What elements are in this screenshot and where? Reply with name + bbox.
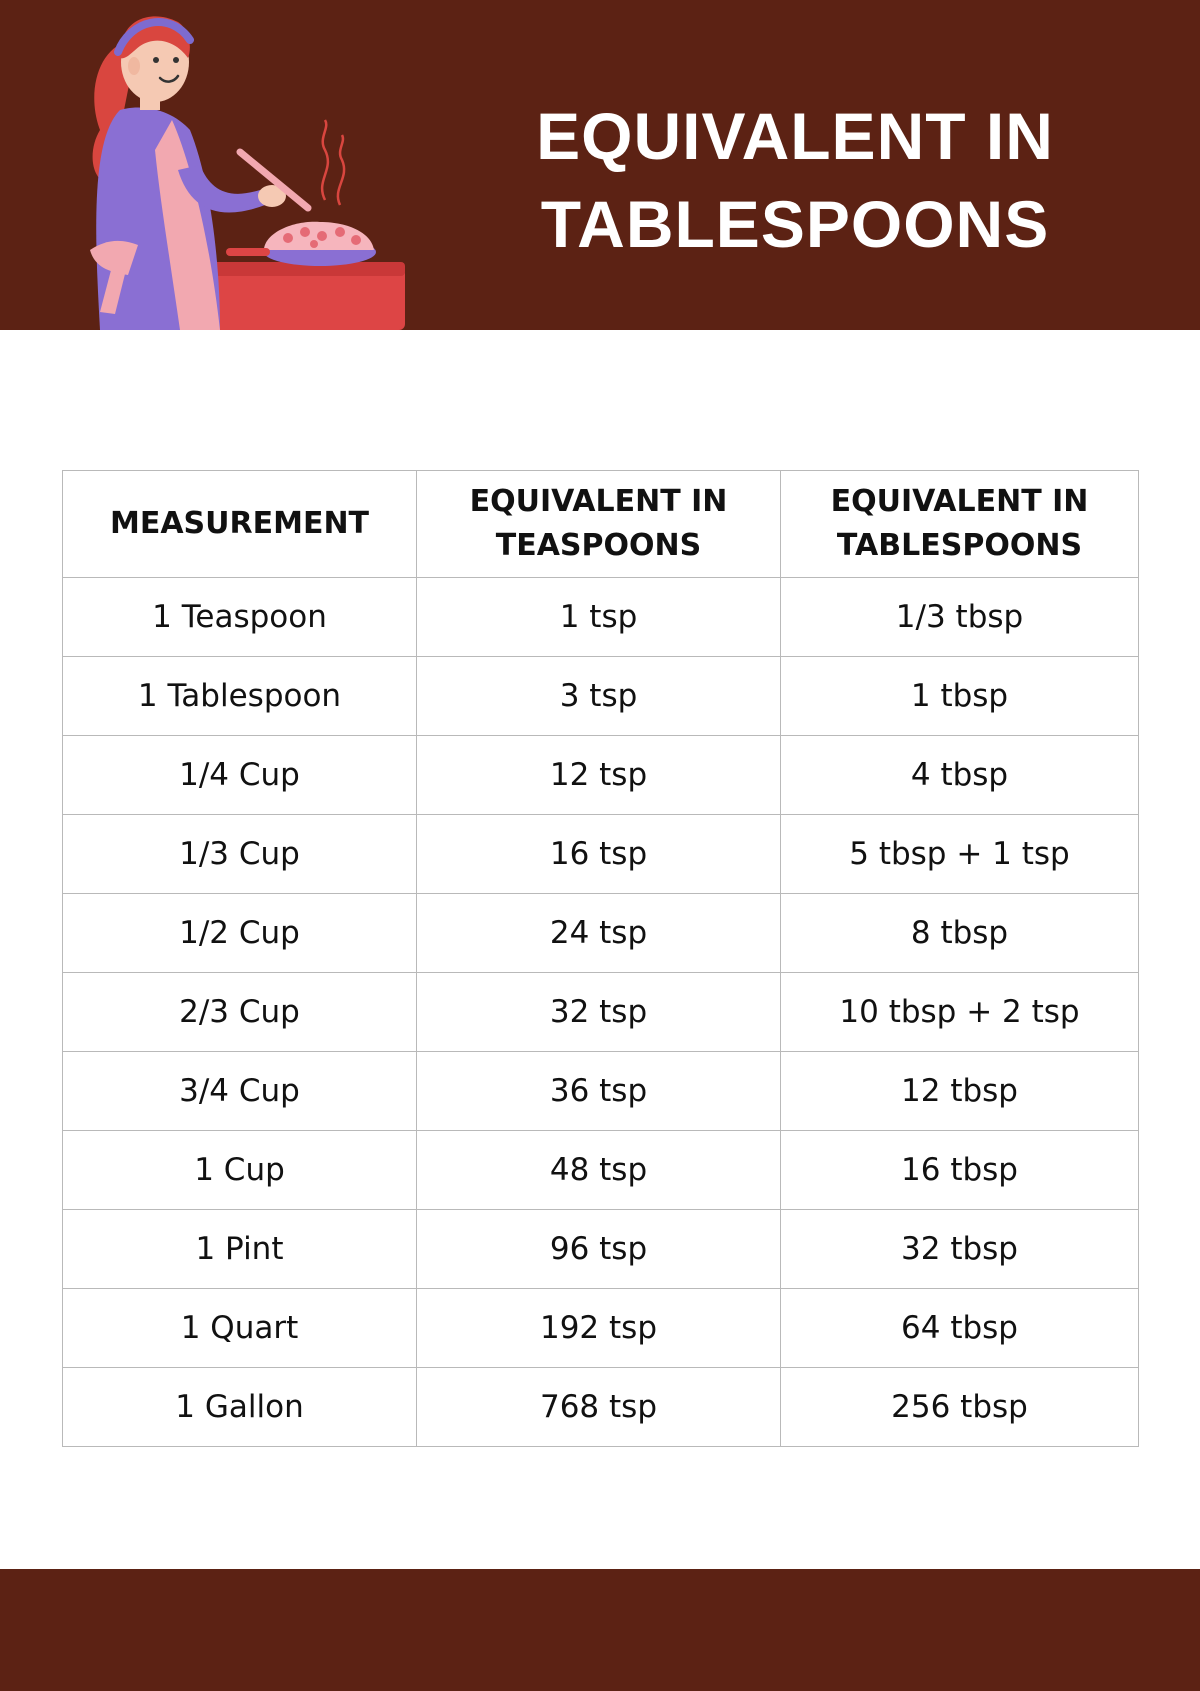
cell-tablespoons: 1 tbsp [781,657,1139,736]
cell-tablespoons: 5 tbsp + 1 tsp [781,815,1139,894]
cell-teaspoons: 48 tsp [417,1131,781,1210]
cell-tablespoons: 1/3 tbsp [781,578,1139,657]
cell-teaspoons: 12 tsp [417,736,781,815]
header-tablespoons-line-1: EQUIVALENT IN [830,484,1089,519]
table-row [63,1131,1139,1210]
cell-measurement: 1 Gallon [63,1368,417,1447]
table-row [63,578,1139,657]
cell-teaspoons: 768 tsp [417,1368,781,1447]
table-row [63,973,1139,1052]
title-line-2: TABLESPOONS [540,187,1050,261]
cell-teaspoons: 3 tsp [417,657,781,736]
header-tablespoons [781,471,1139,578]
cell-tablespoons: 8 tbsp [781,894,1139,973]
table-row [63,1289,1139,1368]
cell-teaspoons: 36 tsp [417,1052,781,1131]
cell-measurement: 1/2 Cup [63,894,417,973]
table-row [63,736,1139,815]
cell-tablespoons: 12 tbsp [781,1052,1139,1131]
cell-teaspoons: 16 tsp [417,815,781,894]
cell-teaspoons: 96 tsp [417,1210,781,1289]
cell-tablespoons: 32 tbsp [781,1210,1139,1289]
conversion-table [62,470,1139,1447]
table-header-row [63,471,1139,578]
table-row [63,815,1139,894]
header-tablespoons-line-2: TABLESPOONS [836,528,1083,563]
cell-tablespoons: 16 tbsp [781,1131,1139,1210]
header-teaspoons [417,471,781,578]
table-row [63,1052,1139,1131]
cell-tablespoons: 4 tbsp [781,736,1139,815]
cell-measurement: 1 Tablespoon [63,657,417,736]
cell-teaspoons: 32 tsp [417,973,781,1052]
cell-measurement: 1/4 Cup [63,736,417,815]
cell-measurement: 1 Cup [63,1131,417,1210]
cell-measurement: 1 Pint [63,1210,417,1289]
cell-teaspoons: 1 tsp [417,578,781,657]
cell-measurement: 3/4 Cup [63,1052,417,1131]
cell-tablespoons: 256 tbsp [781,1368,1139,1447]
header-teaspoons-line-2: TEASPOONS [495,528,702,563]
cell-measurement: 1/3 Cup [63,815,417,894]
cell-measurement: 2/3 Cup [63,973,417,1052]
cell-measurement: 1 Quart [63,1289,417,1368]
table-row [63,1210,1139,1289]
table-row [63,657,1139,736]
footer-banner [0,1569,1200,1691]
table-row [63,1368,1139,1447]
cell-measurement: 1 Teaspoon [63,578,417,657]
page-title [470,92,1120,268]
cell-tablespoons: 10 tbsp + 2 tsp [781,973,1139,1052]
conversion-table-container [62,470,1138,1447]
header-banner [0,0,1200,330]
cell-tablespoons: 64 tbsp [781,1289,1139,1368]
cell-teaspoons: 24 tsp [417,894,781,973]
cell-teaspoons: 192 tsp [417,1289,781,1368]
title-line-1: EQUIVALENT IN [536,99,1054,173]
header-measurement-text: MEASUREMENT [109,506,370,541]
woman-cooking-illustration [60,0,405,330]
header-measurement [63,471,417,578]
header-teaspoons-line-1: EQUIVALENT IN [469,484,728,519]
table-row [63,894,1139,973]
